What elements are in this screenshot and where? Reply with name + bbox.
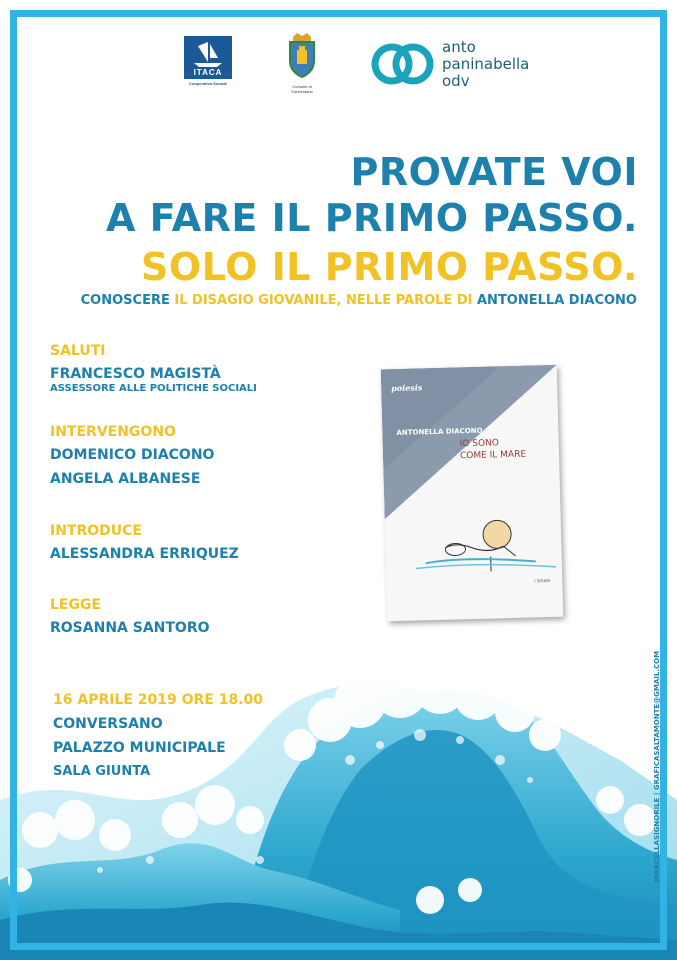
headline-line-2: A FARE IL PRIMO PASSO.	[106, 196, 638, 240]
headline-line-1: PROVATE VOI	[350, 150, 638, 194]
anto-paninabella-logo	[370, 38, 530, 95]
book-title-line-1: IO SONO	[459, 438, 500, 450]
itaca-wordmark: ITACA	[193, 68, 223, 77]
intervengono-label: INTERVENGONO	[50, 424, 176, 440]
saluti-label: SALUTI	[50, 343, 106, 359]
comune-logo	[285, 33, 319, 94]
anto-line-1: anto	[442, 38, 476, 56]
program-intervengono	[50, 424, 214, 487]
designer-credit: MARCELLASIGNORILE | GRAFICASALTAMONTE@GMAIL.COM	[653, 650, 661, 882]
event-venue: PALAZZO MUNICIPALE	[53, 740, 226, 756]
subhead-part-1: CONOSCERE	[80, 293, 175, 308]
anto-line-3: odv	[442, 72, 470, 90]
itaca-logo	[183, 36, 233, 86]
book-footer: I SIGARI	[534, 577, 551, 584]
subhead-part-2: IL DISAGIO GIOVANILE, NELLE PAROLE DI	[174, 293, 477, 308]
subhead-part-3: ANTONELLA DIACONO	[477, 293, 637, 308]
book-series: poiesis	[391, 382, 423, 394]
itaca-subtitle: Cooperativa Sociale	[188, 81, 228, 86]
event-city: CONVERSANO	[53, 716, 163, 732]
book-cover	[381, 365, 564, 622]
introduce-label: INTRODUCE	[50, 523, 142, 539]
event-room: SALA GIUNTA	[53, 764, 151, 779]
intervengono-name-1: DOMENICO DIACONO	[50, 447, 215, 463]
program-saluti	[50, 343, 257, 394]
saluti-role: ASSESSORE ALLE POLITICHE SOCIALI	[50, 383, 257, 394]
coat-of-arms-icon	[285, 33, 319, 79]
boat-logo-icon	[184, 36, 232, 79]
comune-subtitle-1: Comune di	[292, 84, 312, 89]
book-author: ANTONELLA DIACONO	[396, 426, 483, 437]
subheadline	[81, 293, 637, 308]
event-details	[53, 692, 263, 779]
legge-name: ROSANNA SANTORO	[50, 620, 210, 636]
program-legge	[50, 597, 210, 636]
program-introduce	[50, 523, 239, 562]
comune-subtitle-2: Conversano	[291, 89, 313, 94]
saluti-name: FRANCESCO MAGISTÀ	[50, 366, 221, 382]
introduce-name: ALESSANDRA ERRIQUEZ	[50, 546, 239, 562]
headline-line-3: SOLO IL PRIMO PASSO.	[141, 245, 638, 289]
event-date: 16 APRILE 2019 ORE 18.00	[53, 692, 264, 708]
book-title-line-2: COME IL MARE	[459, 449, 527, 462]
anto-line-2: paninabella	[442, 55, 530, 73]
double-circle-logo-icon	[370, 38, 436, 90]
intervengono-name-2: ANGELA ALBANESE	[50, 471, 201, 487]
legge-label: LEGGE	[50, 597, 102, 613]
book-title	[460, 437, 527, 463]
